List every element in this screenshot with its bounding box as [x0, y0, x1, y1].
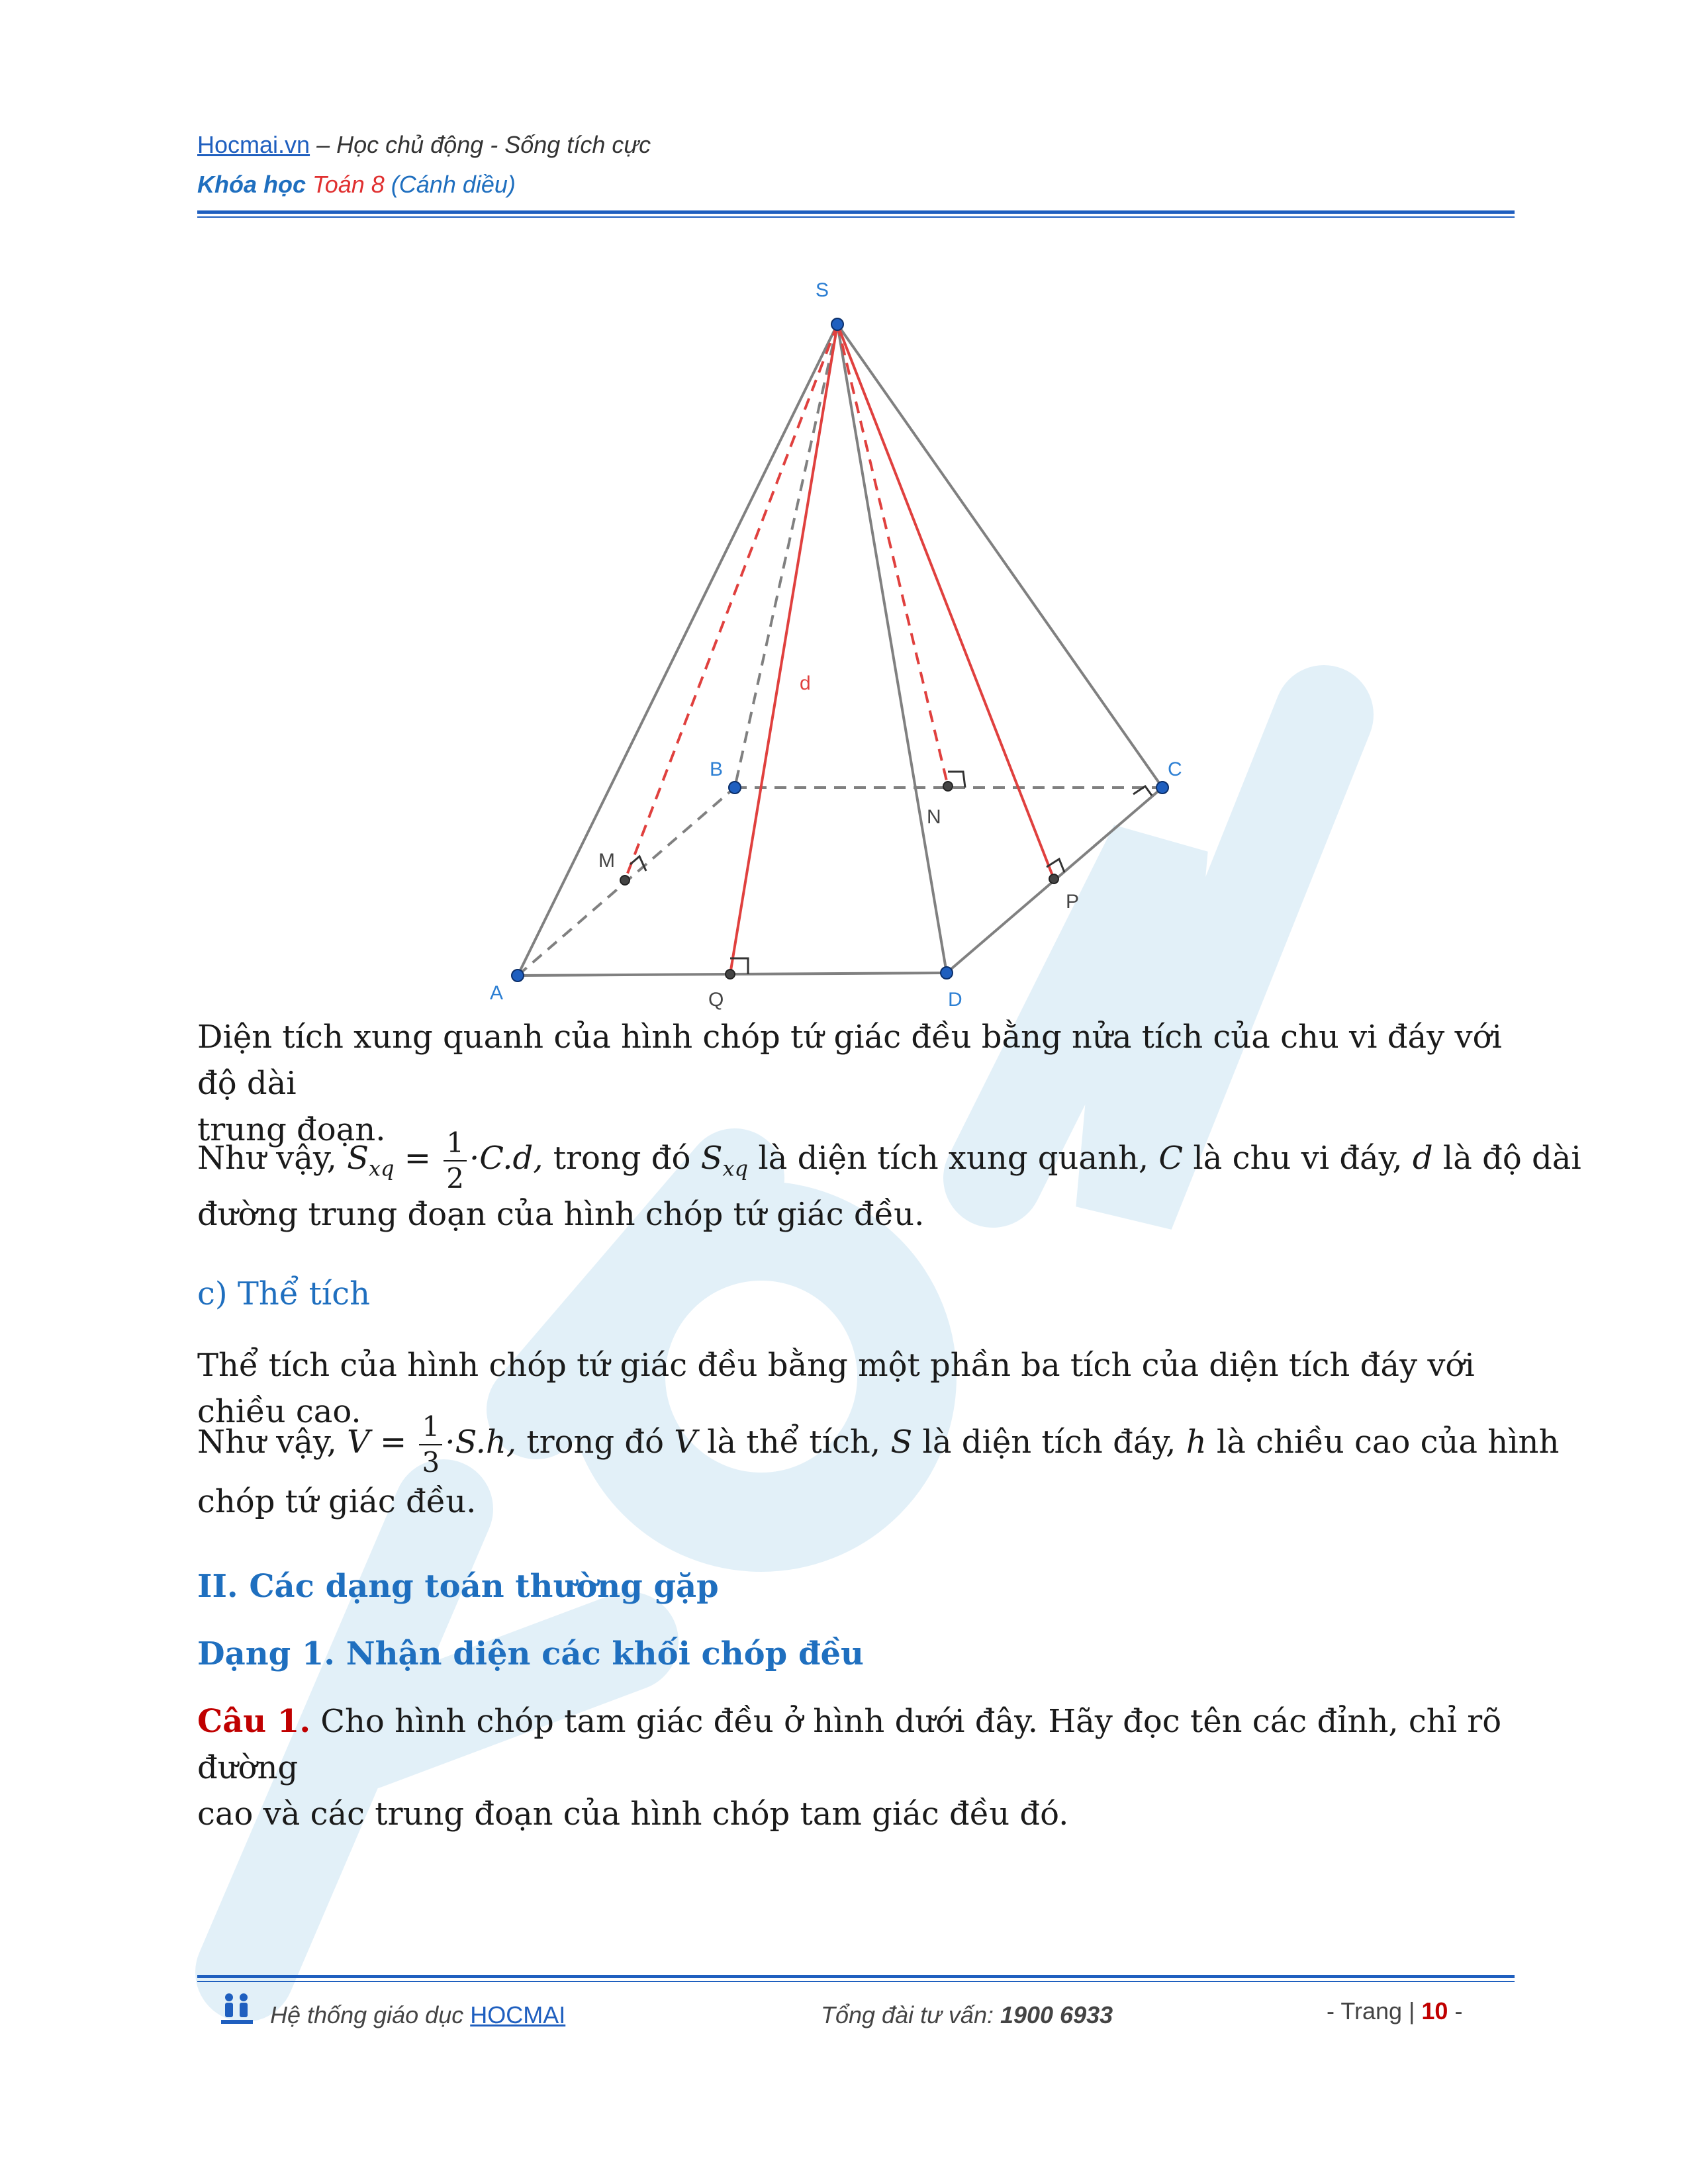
point-B [729, 782, 741, 794]
edge-SC [837, 324, 1162, 788]
paragraph-lateral-formula [197, 1125, 1581, 1238]
pyramid-figure [0, 0, 1688, 1032]
p2-text1: trong đó [543, 1140, 701, 1177]
p2-line2: đường trung đoạn của hình chóp tứ giác đều. [197, 1196, 925, 1233]
footer-system-prefix: Hệ thống giáo dục [270, 2001, 471, 2028]
symbol-S-2: S [700, 1140, 723, 1177]
label-d: d [800, 672, 811, 694]
label-Q: Q [708, 989, 724, 1011]
p1-line2: trung đoạn. [197, 1111, 386, 1148]
p4-text4: là chiều cao của hình [1206, 1424, 1560, 1461]
paragraph-volume: Thể tích của hình chóp tứ giác đều bằng một phần ba tích của diện tích đáy với chiều cao. [197, 1347, 1475, 1430]
p4-text1: trong đó [516, 1424, 675, 1461]
footer-hocmai-link[interactable]: HOCMAI [470, 2001, 566, 2028]
point-D [941, 967, 953, 979]
symbol-C: C [1158, 1140, 1184, 1177]
symbol-d: d [1412, 1140, 1433, 1177]
footer-hotline-prefix: Tổng đài tư vấn: [821, 2001, 1000, 2028]
footer-rule-thin [197, 1981, 1515, 1982]
hocmai-logo-icon [218, 1991, 256, 2028]
symbol-h: h [1186, 1424, 1207, 1461]
p2-text4: là độ dài [1432, 1140, 1581, 1177]
page-number: 10 [1421, 1997, 1448, 2025]
header-slogan: – Học chủ động - Sống tích cực [310, 131, 651, 158]
footer-page [1327, 1997, 1462, 2025]
footer-rule-thick [197, 1975, 1515, 1978]
point-P [1049, 874, 1058, 884]
apothem-SM [625, 324, 837, 880]
subscript-xq-2: xq [722, 1156, 749, 1181]
formula-rest-2: ·S.h, [445, 1424, 517, 1461]
paragraph-volume-formula [197, 1406, 1560, 1525]
label-N: N [927, 806, 941, 828]
symbol-V: V [347, 1424, 370, 1461]
footer-hotline [821, 2001, 1113, 2029]
footer-hotline-number: 1900 6933 [1000, 2001, 1113, 2028]
footer-page-prefix: - Trang | [1327, 1997, 1422, 2025]
label-D: D [948, 989, 962, 1011]
footer-page-suffix: - [1448, 1997, 1463, 2025]
question-1-label: Câu 1. [197, 1703, 311, 1740]
p2-text2: là diện tích xung quanh, [748, 1140, 1159, 1177]
fraction-one-third [419, 1410, 442, 1480]
p4-text3: là diện tích đáy, [912, 1424, 1186, 1461]
p4-prefix: Như vậy, [197, 1424, 348, 1461]
fraction-denominator: 2 [446, 1161, 464, 1195]
apothem-SQ [730, 324, 837, 974]
section-volume: c) Thể tích [197, 1275, 371, 1312]
formula-rest: ·C.d, [469, 1140, 543, 1177]
label-C: C [1168, 758, 1182, 780]
question-1-text: Cho hình chóp tam giác đều ở hình dưới đây. Hãy đọc tên các đỉnh, chỉ rõ đường [197, 1703, 1502, 1786]
equals-sign: = [394, 1140, 442, 1177]
heading-dang-1: Dạng 1. Nhận diện các khối chóp đều [197, 1635, 864, 1672]
course-name: Toán 8 [306, 171, 385, 198]
equals-sign-2: = [369, 1424, 417, 1461]
p4-line2: chóp tứ giác đều. [197, 1483, 477, 1520]
edge-SD [837, 324, 947, 973]
point-Q [726, 970, 735, 979]
fraction-denominator-2: 3 [422, 1445, 440, 1479]
footer-system [270, 2001, 565, 2029]
symbol-S: S [347, 1140, 369, 1177]
course-prefix: Khóa học [197, 171, 306, 198]
heading-section-II: II. Các dạng toán thường gặp [197, 1568, 719, 1605]
p2-text3: là chu vi đáy, [1183, 1140, 1413, 1177]
p1-line1: Diện tích xung quanh của hình chóp tứ giác đều bằng nửa tích của chu vi đáy với độ dài [197, 1019, 1502, 1102]
label-A: A [490, 982, 504, 1004]
hocmai-link[interactable]: Hocmai.vn [197, 131, 310, 158]
point-M [620, 876, 630, 885]
fraction-numerator-2: 1 [419, 1410, 442, 1445]
question-1 [197, 1698, 1515, 1837]
point-A [512, 970, 524, 981]
fraction-numerator: 1 [444, 1126, 467, 1161]
course-edition: (Cánh diều) [384, 171, 516, 198]
point-N [943, 782, 953, 791]
label-P: P [1066, 891, 1080, 913]
edge-SA [518, 324, 837, 976]
symbol-V-2: V [674, 1424, 697, 1461]
apothem-SN [837, 324, 948, 786]
p4-text2: là thể tích, [696, 1424, 891, 1461]
label-S: S [816, 279, 829, 301]
question-1-line2: cao và các trung đoạn của hình chóp tam giác đều đó. [197, 1796, 1069, 1833]
apothem-SP [837, 324, 1054, 879]
symbol-S-3: S [890, 1424, 913, 1461]
point-S [831, 318, 843, 330]
point-C [1156, 782, 1168, 794]
label-M: M [598, 850, 615, 872]
p2-prefix: Như vậy, [197, 1140, 348, 1177]
label-B: B [710, 758, 724, 780]
subscript-xq: xq [368, 1156, 395, 1181]
fraction-one-half [444, 1126, 467, 1196]
